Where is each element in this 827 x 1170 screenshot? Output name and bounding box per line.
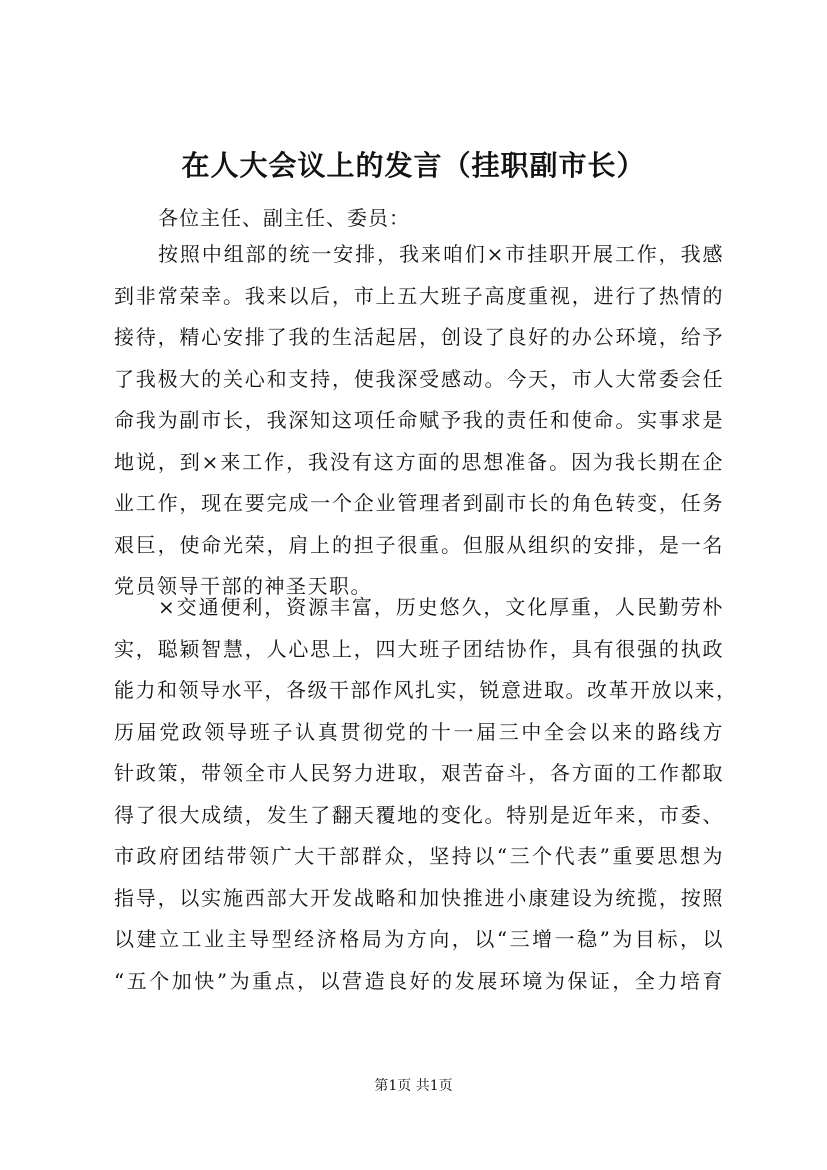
paragraph-line: 指导，以实施西部大开发战略和加快推进小康建设为统揽，按照 xyxy=(114,885,724,910)
paragraph-line: 针政策，带领全市人民努力进取，艰苦奋斗，各方面的工作都取 xyxy=(114,761,724,785)
paragraph-line: 实，聪颖智慧，人心思上，四大班子团结协作，具有很强的执政 xyxy=(114,636,724,661)
paragraph-line: ×交通便利，资源丰富，历史悠久，文化厚重，人民勤劳朴 xyxy=(158,595,724,619)
paragraph-line: 业工作，现在要完成一个企业管理者到副市长的角色转变，任务 xyxy=(114,491,724,515)
paragraph-line: 得了很大成绩，发生了翻天覆地的变化。特别是近年来，市委、 xyxy=(114,802,724,827)
paragraph-line: 命我为副市长，我深知这项任命赋予我的责任和使命。实事求是 xyxy=(114,408,724,432)
paragraph-2 xyxy=(114,587,738,1002)
paragraph-line: “五个加快”为重点，以营造良好的发展环境为保证，全力培育 xyxy=(114,968,724,993)
paragraph-line: 到非常荣幸。我来以后，市上五大班子高度重视，进行了热情的 xyxy=(114,283,724,308)
paragraph-line: 接待，精心安排了我的生活起居，创设了良好的办公环境，给予 xyxy=(114,325,724,349)
page-number-footer: 第1页 共1页 xyxy=(374,1078,453,1094)
paragraph-line: 艰巨，使命光荣，肩上的担子很重。但服从组织的安排，是一名 xyxy=(114,532,724,557)
paragraph-line: 地说，到×来工作，我没有这方面的思想准备。因为我长期在企 xyxy=(114,449,724,474)
document-title: 在人大会议上的发言（挂职副市长） xyxy=(181,149,646,182)
paragraph-line: 市政府团结带领广大干部群众，坚持以“三个代表”重要思想为 xyxy=(114,844,724,868)
paragraph-1 xyxy=(114,234,724,608)
paragraph-line: 党员领导干部的神圣天职。 xyxy=(114,574,372,598)
paragraph-line: 按照中组部的统一安排，我来咱们×市挂职开展工作，我感 xyxy=(158,242,724,266)
salutation: 各位主任、副主任、委员： xyxy=(158,206,410,230)
paragraph-line: 了我极大的关心和支持，使我深受感动。今天，市人大常委会任 xyxy=(114,366,724,391)
paragraph-line: 能力和领导水平，各级干部作风扎实，锐意进取。改革开放以来， xyxy=(114,678,738,702)
paragraph-line: 以建立工业主导型经济格局为方向，以“三增一稳”为目标，以 xyxy=(114,927,724,951)
paragraph-line: 历届党政领导班子认真贯彻党的十一届三中全会以来的路线方 xyxy=(114,719,724,744)
